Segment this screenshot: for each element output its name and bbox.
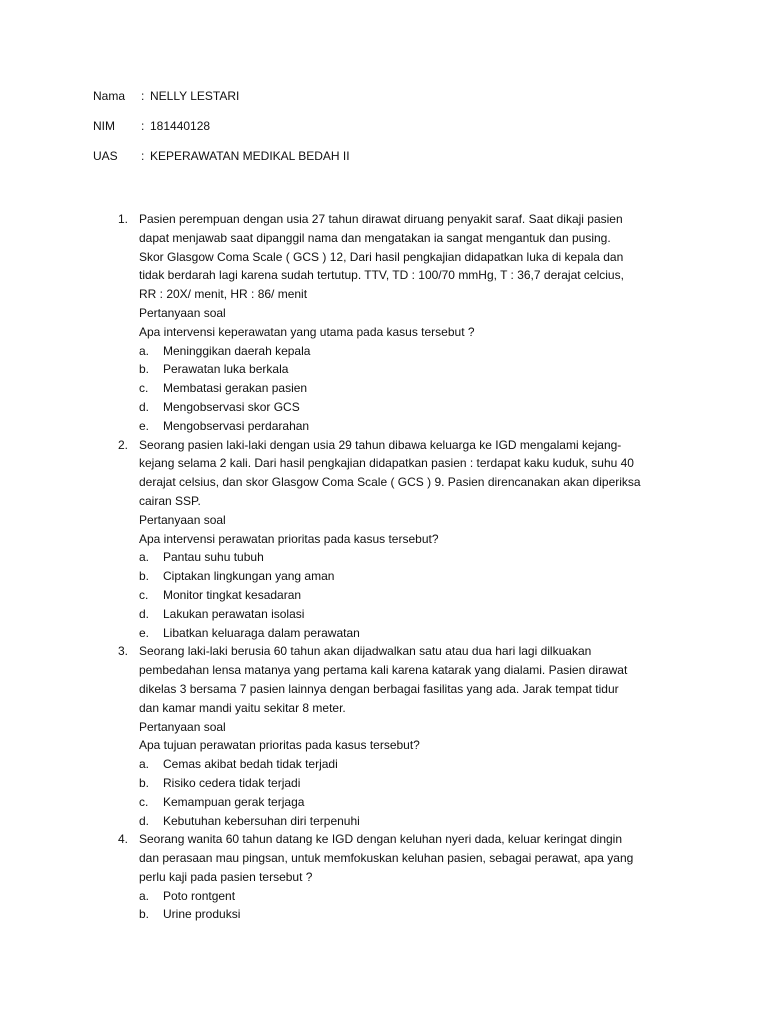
- option-text: Perawatan luka berkala: [163, 362, 289, 377]
- header-separator: :: [141, 89, 145, 103]
- question-text-line: perlu kaji pada pasien tersebut ?: [139, 869, 313, 884]
- answer-option: [139, 360, 678, 379]
- question-text-line: dikelas 3 bersama 7 pasien lainnya dengan berbagai fasilitas yang ada. Jarak tempat tidur: [139, 681, 619, 696]
- option-letter: b.: [139, 362, 150, 377]
- question-text-line: dan perasaan mau pingsan, untuk memfokuskan keluhan pasien, sebagai perawat, apa yang: [139, 851, 634, 866]
- question-item: [118, 642, 678, 830]
- option-letter: d.: [139, 399, 150, 414]
- option-text: Mengobservasi perdarahan: [163, 418, 310, 433]
- option-letter: d.: [139, 606, 150, 621]
- option-letter: e.: [139, 625, 150, 640]
- header-value: NELLY LESTARI: [150, 89, 240, 103]
- question-text-line: kejang selama 2 kali. Dari hasil pengkajian didapatkan pasien : terdapat kaku kuduk, suhu 40: [139, 456, 634, 471]
- question-text-line: Pertanyaan soal: [139, 305, 226, 320]
- question-text-line: dapat menjawab saat dipanggil nama dan mengatakan ia sangat mengantuk dan pusing.: [139, 230, 611, 245]
- option-letter: c.: [139, 587, 149, 602]
- option-text: Poto rontgent: [163, 888, 236, 903]
- header-row-nim: [93, 118, 350, 148]
- question-text-line: cairan SSP.: [139, 493, 201, 508]
- option-text: Kemampuan gerak terjaga: [163, 794, 305, 809]
- question-body: [139, 642, 678, 830]
- question-text-line: Seorang laki-laki berusia 60 tahun akan dijadwalkan satu atau dua hari lagi dilkuakan: [139, 644, 592, 659]
- option-letter: d.: [139, 813, 150, 828]
- header-row-nama: [93, 88, 350, 118]
- header-separator: :: [141, 149, 145, 163]
- question-number: 3.: [118, 644, 129, 659]
- header-value: 181440128: [150, 119, 211, 133]
- question-text-line: tidak berdarah lagi karena sudah tertutup. TTV, TD : 100/70 mmHg, T : 36,7 derajat celcius,: [139, 268, 624, 283]
- option-letter: a.: [139, 757, 150, 772]
- question-text-line: dan kamar mandi yaitu sekitar 8 meter.: [139, 700, 346, 715]
- answer-option: [139, 586, 678, 605]
- answer-option: [139, 812, 678, 831]
- answer-option: [139, 624, 678, 643]
- option-letter: b.: [139, 569, 150, 584]
- option-text: Mengobservasi skor GCS: [163, 399, 300, 414]
- option-letter: b.: [139, 907, 150, 922]
- option-letter: e.: [139, 418, 150, 433]
- header-label: NIM: [93, 119, 115, 133]
- question-text-line: derajat celsius, dan skor Glasgow Coma Scale ( GCS ) 9. Pasien direncanakan akan diperiksa: [139, 475, 641, 490]
- question-text-line: pembedahan lensa matanya yang pertama kali karena katarak yang dialami. Pasien dirawat: [139, 663, 628, 678]
- question-body: [139, 210, 678, 436]
- answer-option: [139, 755, 678, 774]
- question-item: [118, 830, 678, 924]
- option-text: Cemas akibat bedah tidak terjadi: [163, 757, 338, 772]
- header-row-uas: [93, 148, 350, 178]
- question-list: [118, 210, 678, 924]
- question-text-line: Pertanyaan soal: [139, 512, 226, 527]
- answer-option: [139, 793, 678, 812]
- header-separator: :: [141, 119, 145, 133]
- answer-option: [139, 774, 678, 793]
- option-text: Kebutuhan kebersuhan diri terpenuhi: [163, 813, 360, 828]
- option-text: Risiko cedera tidak terjadi: [163, 775, 301, 790]
- answer-option: [139, 605, 678, 624]
- question-text-line: Apa intervensi keperawatan yang utama pada kasus tersebut ?: [139, 324, 475, 339]
- student-header: [93, 88, 350, 178]
- question-item: [118, 436, 678, 643]
- option-letter: b.: [139, 775, 150, 790]
- question-number: 1.: [118, 212, 129, 226]
- answer-option: [139, 905, 678, 924]
- header-label: Nama: [93, 89, 126, 103]
- answer-option: [139, 342, 678, 361]
- answer-option: [139, 398, 678, 417]
- question-body: [139, 830, 678, 924]
- option-letter: a.: [139, 888, 150, 903]
- question-item: [118, 210, 678, 436]
- question-text-line: Pasien perempuan dengan usia 27 tahun dirawat diruang penyakit saraf. Saat dikaji pasien: [139, 212, 623, 226]
- question-number: 4.: [118, 832, 129, 847]
- answer-option: [139, 379, 678, 398]
- answer-option: [139, 417, 678, 436]
- option-text: Pantau suhu tubuh: [163, 550, 264, 565]
- option-text: Meninggikan daerah kepala: [163, 343, 311, 358]
- question-body: [139, 436, 678, 643]
- option-letter: a.: [139, 343, 150, 358]
- option-letter: a.: [139, 550, 150, 565]
- question-number: 2.: [118, 437, 129, 452]
- option-text: Lakukan perawatan isolasi: [163, 606, 305, 621]
- option-text: Membatasi gerakan pasien: [163, 381, 308, 396]
- question-text-line: Apa tujuan perawatan prioritas pada kasus tersebut?: [139, 738, 420, 753]
- answer-option: [139, 887, 678, 906]
- question-text-line: Skor Glasgow Coma Scale ( GCS ) 12, Dari hasil pengkajian didapatkan luka di kepala dan: [139, 249, 624, 264]
- question-text-line: Apa intervensi perawatan prioritas pada kasus tersebut?: [139, 531, 439, 546]
- header-label: UAS: [93, 149, 118, 163]
- question-text-line: RR : 20X/ menit, HR : 86/ menit: [139, 287, 308, 302]
- option-text: Libatkan keluaraga dalam perawatan: [163, 625, 360, 640]
- answer-option: [139, 567, 678, 586]
- header-value: KEPERAWATAN MEDIKAL BEDAH II: [150, 149, 350, 163]
- option-letter: c.: [139, 794, 149, 809]
- option-text: Ciptakan lingkungan yang aman: [163, 569, 335, 584]
- question-text-line: Pertanyaan soal: [139, 719, 226, 734]
- option-text: Urine produksi: [163, 907, 241, 922]
- question-text-line: Seorang pasien laki-laki dengan usia 29 tahun dibawa keluarga ke IGD mengalami kejang-: [139, 437, 622, 452]
- option-text: Monitor tingkat kesadaran: [163, 587, 302, 602]
- answer-option: [139, 548, 678, 567]
- question-text-line: Seorang wanita 60 tahun datang ke IGD dengan keluhan nyeri dada, keluar keringat dingin: [139, 832, 623, 847]
- option-letter: c.: [139, 381, 149, 396]
